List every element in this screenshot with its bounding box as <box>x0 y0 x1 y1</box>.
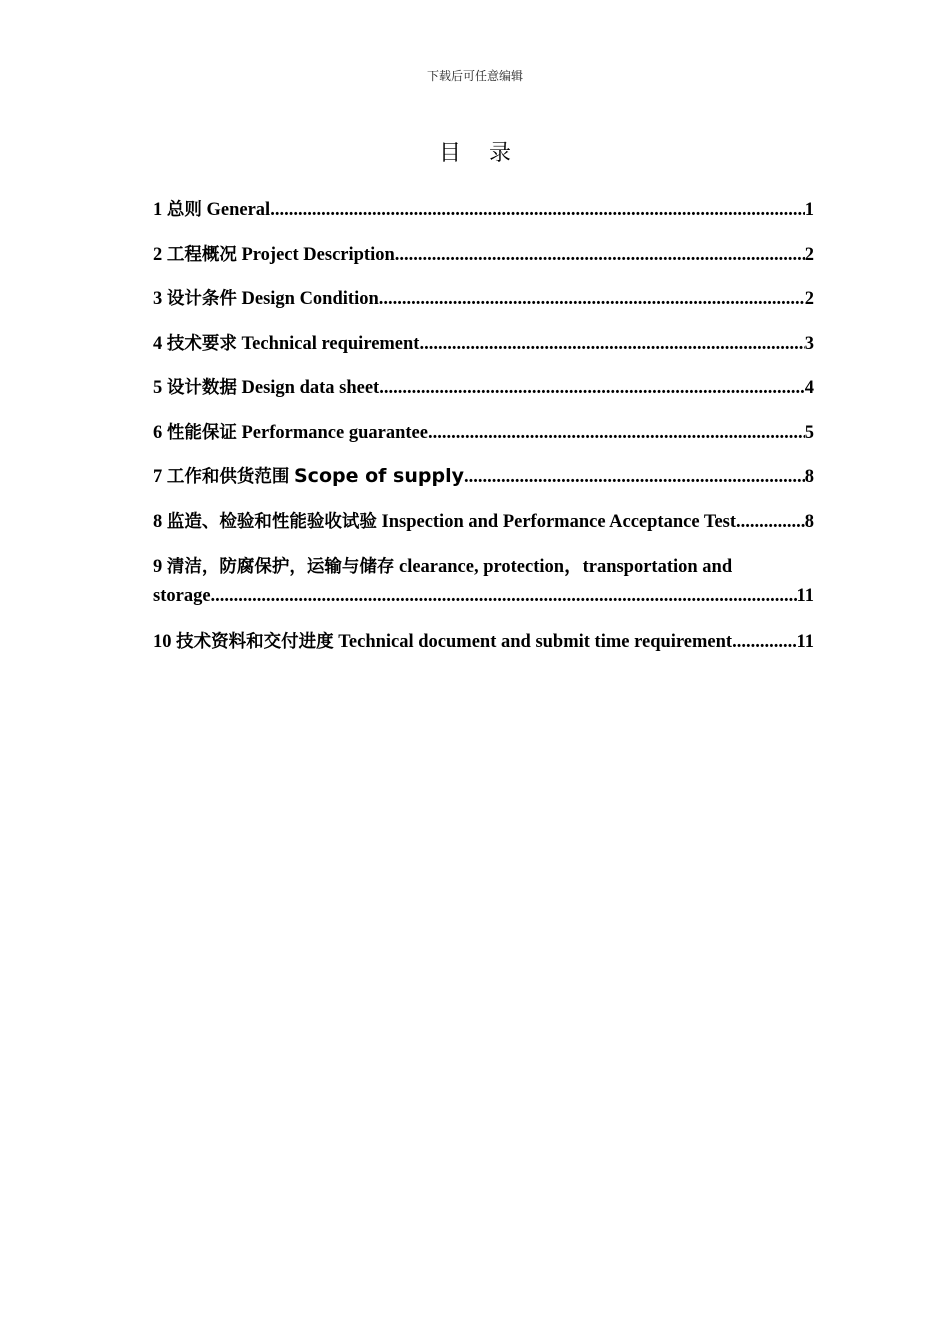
toc-entry-title-zh: 清洁，防腐保护，运输与储存 <box>166 557 395 577</box>
toc-entry-number: 7 <box>153 467 163 487</box>
toc-entry-page: 8 <box>804 467 814 487</box>
toc-entry-number: 10 <box>153 632 172 652</box>
toc-entry-number: 1 <box>153 200 163 220</box>
toc-entry-page: 3 <box>804 333 814 354</box>
toc-entry-title-en: Technical document and submit time requirement <box>338 632 733 652</box>
toc-entry-title-en: General <box>206 200 271 220</box>
toc-entry-number: 6 <box>153 422 163 443</box>
toc-entry-page: 1 <box>804 200 814 220</box>
toc-title: 目录 <box>438 141 539 166</box>
toc-entry-page: 5 <box>804 422 814 443</box>
dot-leader <box>379 378 805 399</box>
toc-entry-6[interactable] <box>153 419 814 464</box>
dot-leader <box>732 632 796 653</box>
table-of-contents <box>153 196 814 673</box>
toc-entry-title-zh: 技术要求 <box>166 333 237 354</box>
toc-entry-9[interactable] <box>153 552 814 586</box>
toc-entry-page: 2 <box>804 244 814 265</box>
toc-entry-10[interactable] <box>153 628 814 673</box>
toc-entry-title-zh: 技术资料和交付进度 <box>176 632 334 652</box>
toc-entry-number: 5 <box>153 378 163 398</box>
toc-entry-title-en: Technical requirement <box>241 333 420 354</box>
header-note: 下载后可任意编辑 <box>426 69 523 83</box>
toc-entry-page: 11 <box>796 632 814 652</box>
dot-leader <box>270 200 805 221</box>
toc-entry-number: 4 <box>153 333 163 354</box>
toc-entry-title-en-continued: storage <box>153 586 211 606</box>
toc-entry-4[interactable] <box>153 330 814 375</box>
toc-entry-7[interactable] <box>153 463 814 508</box>
toc-entry-title-en: Design data sheet <box>241 378 380 398</box>
toc-entry-title-zh: 监造、检验和性能验收试验 <box>166 511 377 532</box>
dot-leader <box>395 245 805 266</box>
toc-entry-number: 8 <box>153 511 163 532</box>
toc-entry-title-zh: 设计数据 <box>166 378 237 398</box>
toc-entry-3[interactable] <box>153 285 814 330</box>
toc-entry-9-continued[interactable] <box>153 586 814 628</box>
dot-leader <box>379 289 805 310</box>
toc-entry-title-en: Project Description <box>241 244 395 265</box>
toc-entry-number: 3 <box>153 289 163 309</box>
toc-entry-2[interactable] <box>153 241 814 286</box>
toc-entry-title-en: Design Condition <box>241 289 379 309</box>
toc-entry-title-en: Performance guarantee <box>241 422 428 443</box>
dot-leader <box>464 467 805 488</box>
toc-entry-title-zh: 工作和供货范围 <box>166 467 290 487</box>
toc-entry-5[interactable] <box>153 374 814 419</box>
toc-entry-8[interactable] <box>153 508 814 553</box>
toc-entry-title-en: Scope of supply <box>294 465 464 487</box>
toc-entry-title-en: Inspection and Performance Acceptance Test <box>381 511 737 532</box>
toc-entry-number: 9 <box>153 557 163 577</box>
toc-entry-title-zh: 性能保证 <box>166 422 237 443</box>
dot-leader <box>736 512 805 533</box>
toc-entry-number: 2 <box>153 244 163 265</box>
toc-entry-page: 11 <box>796 586 814 606</box>
toc-entry-page: 8 <box>804 511 814 532</box>
dot-leader <box>419 334 804 355</box>
toc-entry-title-en: clearance, protection，transportation and <box>399 557 733 577</box>
toc-entry-title-zh: 总则 <box>166 200 202 220</box>
toc-entry-page: 2 <box>804 289 814 309</box>
toc-entry-title-zh: 设计条件 <box>166 289 237 309</box>
toc-entry-title-zh: 工程概况 <box>166 244 237 265</box>
toc-entry-page: 4 <box>804 378 814 398</box>
dot-leader <box>211 586 797 607</box>
dot-leader <box>428 423 805 444</box>
toc-entry-1[interactable] <box>153 196 814 241</box>
